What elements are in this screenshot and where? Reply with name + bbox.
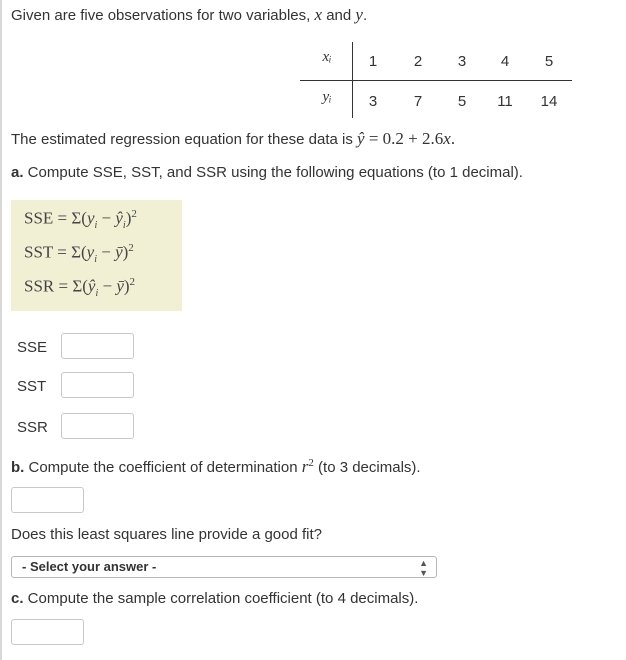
sse-formula: SSE = $\Sigma(y_i$ − $ŷ_i)^2$ [24,208,137,232]
y-value: 14 [540,93,558,110]
r-exponent: 2 [308,457,314,469]
x-value: 1 [368,53,378,70]
part-b-prompt [11,457,421,477]
formula-box [11,200,182,311]
regression-x: x [443,129,451,148]
intro-and: and [322,7,356,24]
ssr-formula: SSR = $\Sigma(ŷ_i$ − ȳ)$^2$ [24,276,136,300]
r-squared-input[interactable] [11,487,84,513]
correlation-input[interactable] [11,619,84,645]
x-value: 4 [500,53,510,70]
sst-label: SST [17,378,47,395]
var-x: x [314,5,323,24]
part-b-label: b. [11,459,25,476]
table-horizontal-rule [300,80,572,81]
regression-equation: = 0.2 + 2.6 [364,129,444,148]
part-c-label: c. [11,590,24,607]
fit-select[interactable] [11,556,437,578]
ssr-label: SSR [17,419,48,436]
intro-text [11,5,367,25]
x-value: 3 [457,53,467,70]
regression-period: . [450,129,456,148]
y-value: 3 [368,93,378,110]
regression-sentence [11,129,455,149]
y-row-label: yᵢ [322,89,332,105]
yhat-symbol: ŷ [357,129,365,148]
select-arrows-icon: ▲ ▼ [419,558,428,578]
fit-question: Does this least squares line provide a good fit? [11,526,323,543]
intro-suffix: . [362,7,368,24]
ssr-input[interactable] [61,413,134,439]
left-border [0,0,2,660]
sse-input[interactable] [61,333,134,359]
intro-prefix: Given are five observations for two variables, [11,7,315,24]
y-value: 7 [413,93,423,110]
part-c-text: Compute the sample correlation coefficient (to 4 decimals). [23,590,419,607]
sst-formula: SST = $\Sigma(y_i$ − ȳ)$^2$ [24,242,134,266]
y-value: 11 [497,93,513,110]
x-value: 2 [413,53,423,70]
part-a-prompt [11,164,523,181]
var-y: y [355,5,363,24]
part-a-text: Compute SSE, SST, and SSR using the following equations (to 1 decimal). [23,164,523,181]
r-symbol: r [301,457,309,476]
sst-input[interactable] [61,372,134,398]
regression-prefix: The estimated regression equation for these data is [11,131,358,148]
part-c-prompt [11,590,418,607]
sse-label: SSE [17,339,48,356]
y-value: 5 [457,93,467,110]
fit-select-value: - Select your answer - [22,559,157,574]
part-b-text: Compute the coefficient of determination [24,459,302,476]
x-row-label: xᵢ [322,49,332,65]
part-a-label: a. [11,164,24,181]
x-value: 5 [544,53,554,70]
part-b-tail: (to 3 decimals). [313,459,421,476]
